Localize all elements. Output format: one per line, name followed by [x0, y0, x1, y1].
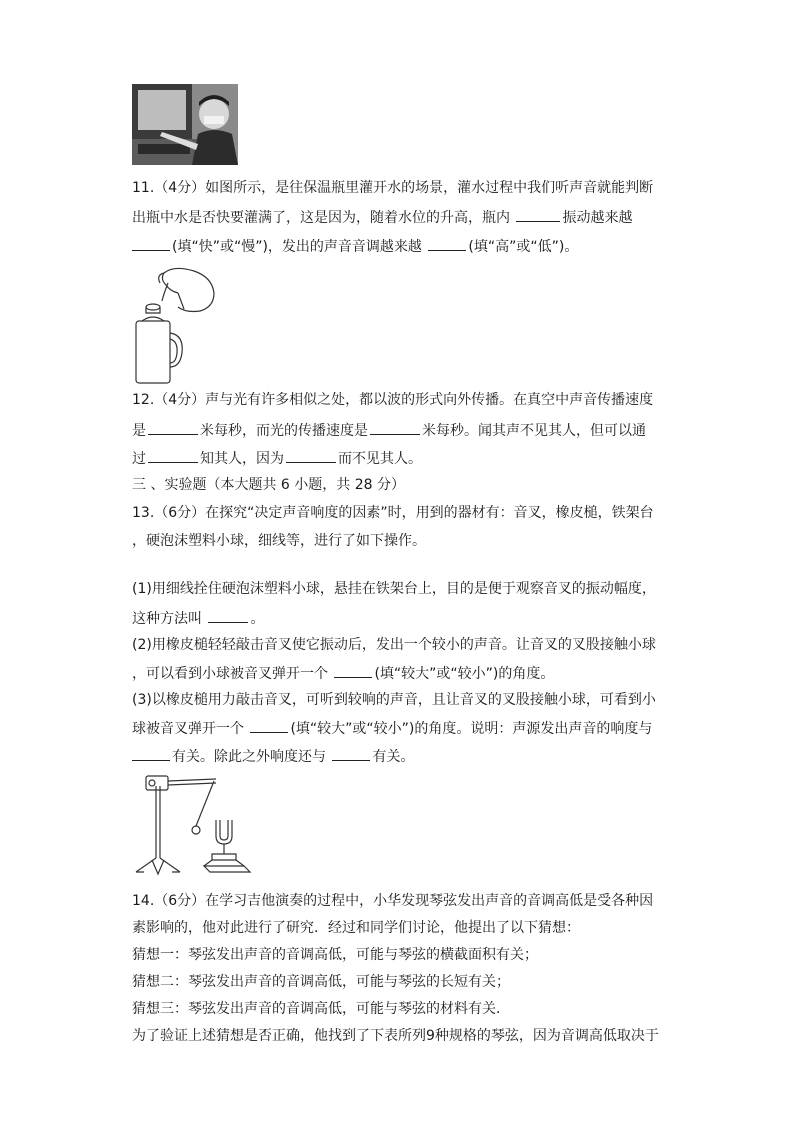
- q12-line-3: 过 知其人，因为 而不见其人。: [132, 448, 422, 468]
- q12-blank-2[interactable]: [370, 420, 420, 435]
- q13-line-7: (3)以橡皮槌用力敲击音叉，可听到较响的声音，且让音叉的叉股接触小球，可看到小: [132, 692, 656, 708]
- q11-blank-3[interactable]: [428, 236, 466, 251]
- q11-blank-1[interactable]: [516, 207, 560, 222]
- figure-tuning-fork-apparatus: [132, 772, 264, 876]
- q12-line-1: 12.（4分）声与光有许多相似之处，都以波的形式向外传播。在真空中声音传播速度: [132, 392, 654, 408]
- q13-line-4: 这种方法叫 。: [132, 608, 264, 628]
- q11-line-3: (填“快”或“慢”)，发出的声音音调越来越 (填“高”或“低”)。: [132, 236, 578, 256]
- q13-line-9: 有关。除此之外响度还与 有关。: [132, 746, 414, 766]
- q13-blank-1[interactable]: [208, 608, 248, 623]
- q11-line-2: 出瓶中水是否快要灌满了，这是因为，随着水位的升高，瓶内 振动越来越: [132, 207, 632, 227]
- q11-blank-2[interactable]: [132, 236, 170, 251]
- q13-line-2: ，硬泡沫塑料小球，细线等，进行了如下操作。: [132, 533, 426, 549]
- q13-line-6: ，可以看到小球被音叉弹开一个 (填“较大”或“较小”)的角度。: [132, 663, 554, 683]
- q14-line-2: 素影响的，他对此进行了研究．经过和同学们讨论，他提出了以下猜想：: [132, 920, 580, 936]
- q12-blank-1[interactable]: [148, 420, 198, 435]
- q12-blank-4[interactable]: [286, 448, 336, 463]
- section-heading-experiments: 三 、实验题（本大题共 6 小题，共 28 分）: [132, 477, 405, 493]
- q13-blank-4[interactable]: [132, 746, 170, 761]
- q13-blank-2[interactable]: [334, 663, 372, 678]
- q14-line-3: 猜想一：琴弦发出声音的音调高低，可能与琴弦的横截面积有关；: [132, 947, 538, 963]
- q13-line-5: (2)用橡皮槌轻轻敲击音叉使它振动后，发出一个较小的声音。让音叉的叉股接触小球: [132, 637, 656, 653]
- q12-blank-3[interactable]: [148, 448, 198, 463]
- figure-thermos-kettle: [134, 263, 220, 387]
- q13-line-1: 13.（6分）在探究“决定声音响度的因素”时，用到的器材有：音叉，橡皮槌，铁架台: [132, 505, 654, 521]
- q14-line-1: 14.（6分）在学习吉他演奏的过程中，小华发现琴弦发出声音的音调高低是受各种因: [132, 893, 654, 909]
- photo-person-at-computer: [132, 84, 238, 165]
- q14-line-5: 猜想三：琴弦发出声音的音调高低，可能与琴弦的材料有关．: [132, 1001, 510, 1017]
- q13-line-8: 球被音叉弹开一个 (填“较大”或“较小”)的角度。说明：声源发出声音的响度与: [132, 718, 652, 738]
- q14-line-4: 猜想二：琴弦发出声音的音调高低，可能与琴弦的长短有关；: [132, 974, 510, 990]
- q13-blank-5[interactable]: [332, 746, 370, 761]
- q13-blank-3[interactable]: [250, 718, 288, 733]
- q12-line-2: 是 米每秒，而光的传播速度是 米每秒。闻其声不见其人，但可以通: [132, 420, 646, 440]
- q11-line-1: 11.（4分）如图所示，是往保温瓶里灌开水的场景，灌水过程中我们听声音就能判断: [132, 180, 654, 196]
- q14-line-6: 为了验证上述猜想是否正确，他找到了下表所列9种规格的琴弦，因为音调高低取决于: [132, 1028, 659, 1044]
- q13-line-3: (1)用细线拴住硬泡沫塑料小球，悬挂在铁架台上，目的是便于观察音叉的振动幅度，: [132, 581, 656, 597]
